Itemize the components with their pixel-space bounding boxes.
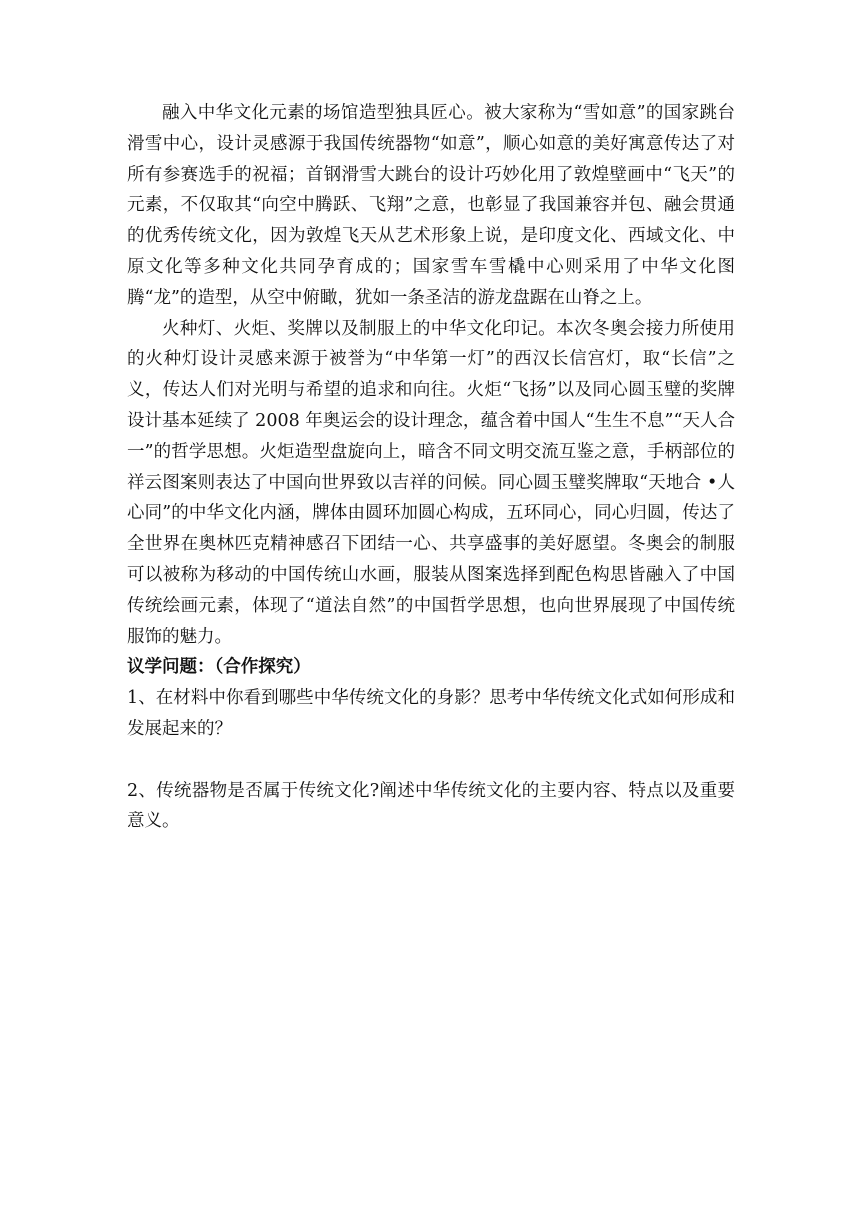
question-2: 2、传统器物是否属于传统文化?阐述中华传统文化的主要内容、特点以及重要意义。	[127, 780, 735, 832]
question-1: 1、在材料中你看到哪些中华传统文化的身影？思考中华传统文化式如何形成和发展起来的？	[127, 688, 735, 739]
section-heading: 议学问题：（合作探究）	[127, 657, 311, 678]
document-body	[127, 98, 735, 837]
paragraph-torch-medals: 火种灯、火炬、奖牌以及制服上的中华文化印记。本次冬奥会接力所使用的火种灯设计灵感来源于被誉为“中华第一灯”的西汉长信宫灯，取“长信”之义，传达人们对光明与希望的追求和向往。火炬“飞扬”以及同心圆玉璧的奖牌设计基本延续了 2008 年奥运会的设计理念，蕴含着中国人“生生不息”“天人合一”的哲学思想。火炬造型盘旋向上，暗含不同文明交流互鉴之意，手柄部位的祥云图案则表达了中国向世界致以吉祥的问候。同心圆玉璧奖牌取“天地合 •人心同”的中华文化内涵，牌体由圆环加圆心构成，五环同心，同心归圆，传达了全世界在奥林匹克精神感召下团结一心、共享盛事的美好愿望。冬奥会的制服可以被称为移动的中国传统山水画，服装从图案选择到配色构思皆融入了中国传统绘画元素，体现了“道法自然”的中国哲学思想，也向世界展现了中国传统服饰的魅力。	[127, 318, 735, 647]
paragraph-venues: 融入中华文化元素的场馆造型独具匠心。被大家称为“雪如意”的国家跳台滑雪中心，设计灵感源于我国传统器物“如意”，顺心如意的美好寓意传达了对所有参赛选手的祝福；首钢滑雪大跳台的设计巧妙化用了敦煌壁画中“飞天”的元素，不仅取其“向空中腾跃、飞翔”之意，也彰显了我国兼容并包、融会贯通的优秀传统文化，因为敦煌飞天从艺术形象上说，是印度文化、西域文化、中原文化等多种文化共同孕育成的；国家雪车雪橇中心则采用了中华文化图腾“龙”的造型，从空中俯瞰，犹如一条圣洁的游龙盘踞在山脊之上。	[127, 103, 735, 308]
answer-space	[127, 745, 735, 776]
